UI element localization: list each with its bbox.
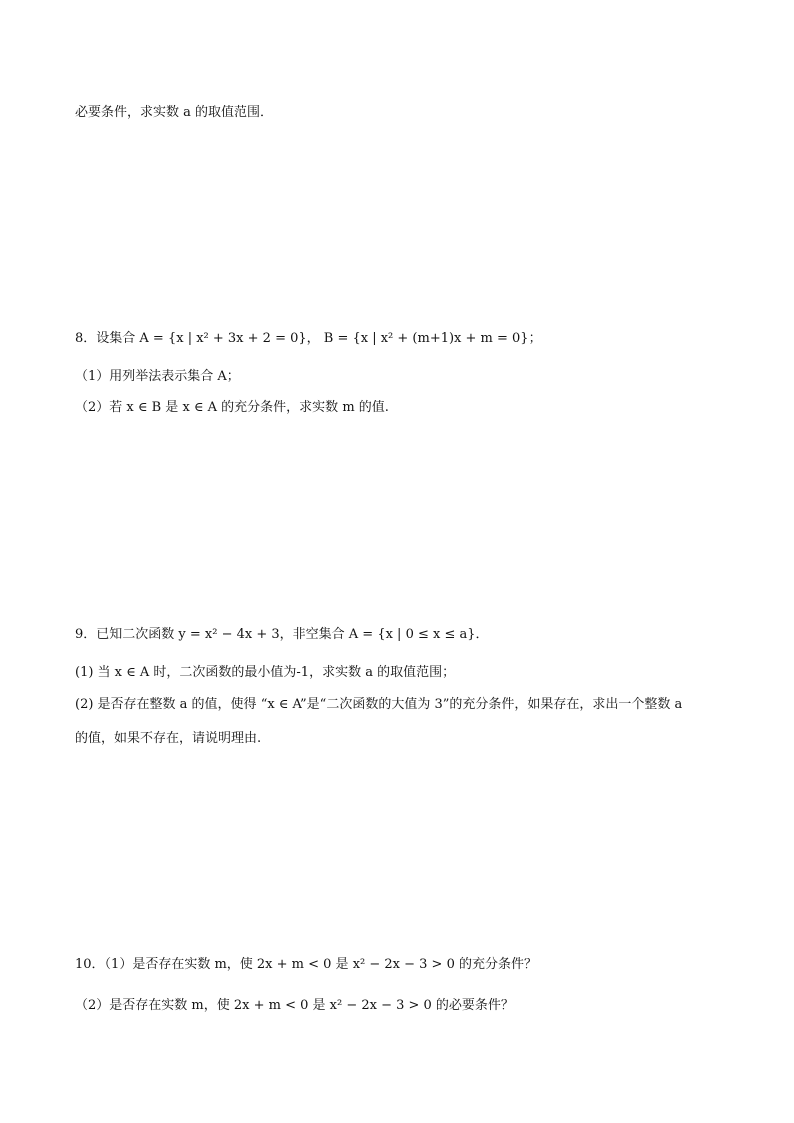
problem-8-part-2: （2）若 x ∈ B 是 x ∈ A 的充分条件，求实数 m 的值.: [75, 400, 389, 415]
problem-8-part-1: （1）用列举法表示集合 A；: [75, 369, 240, 384]
problem-9-part-1: (1) 当 x ∈ A 时，二次函数的最小值为-1，求实数 a 的取值范围；: [75, 665, 456, 680]
problem-8-number: 8．: [75, 331, 97, 346]
problem-10-number: 10．: [75, 957, 105, 972]
continuation-text: 必要条件，求实数 a 的取值范围．: [75, 105, 274, 120]
problem-8-stem-text: 设集合 A = {x | x² + 3x + 2 = 0}， B = {x | x² + (m+1)x + m = 0}；: [96, 331, 542, 346]
problem-10-stem: [75, 956, 537, 974]
problem-10-part-2: （2）是否存在实数 m，使 2x + m < 0 是 x² − 2x − 3 > 0 的必要条件？: [75, 998, 514, 1013]
problem-10-stem-text: （1）是否存在实数 m，使 2x + m < 0 是 x² − 2x − 3 > 0 的充分条件？: [104, 957, 537, 972]
problem-9-part-2: (2) 是否存在整数 a 的值，使得 “x ∈ A”是“二次函数的大值为 3”的充分条件，如果存在，求出一个整数 a: [75, 697, 683, 712]
problem-9-number: 9．: [75, 627, 97, 642]
problem-9-stem: [75, 626, 489, 644]
problem-8-stem: [75, 330, 542, 348]
problem-9-stem-text: 已知二次函数 y = x² − 4x + 3，非空集合 A = {x | 0 ≤ x ≤ a}．: [96, 627, 489, 642]
problem-9-part-2-continued: 的值，如果不存在，请说明理由.: [75, 731, 262, 746]
